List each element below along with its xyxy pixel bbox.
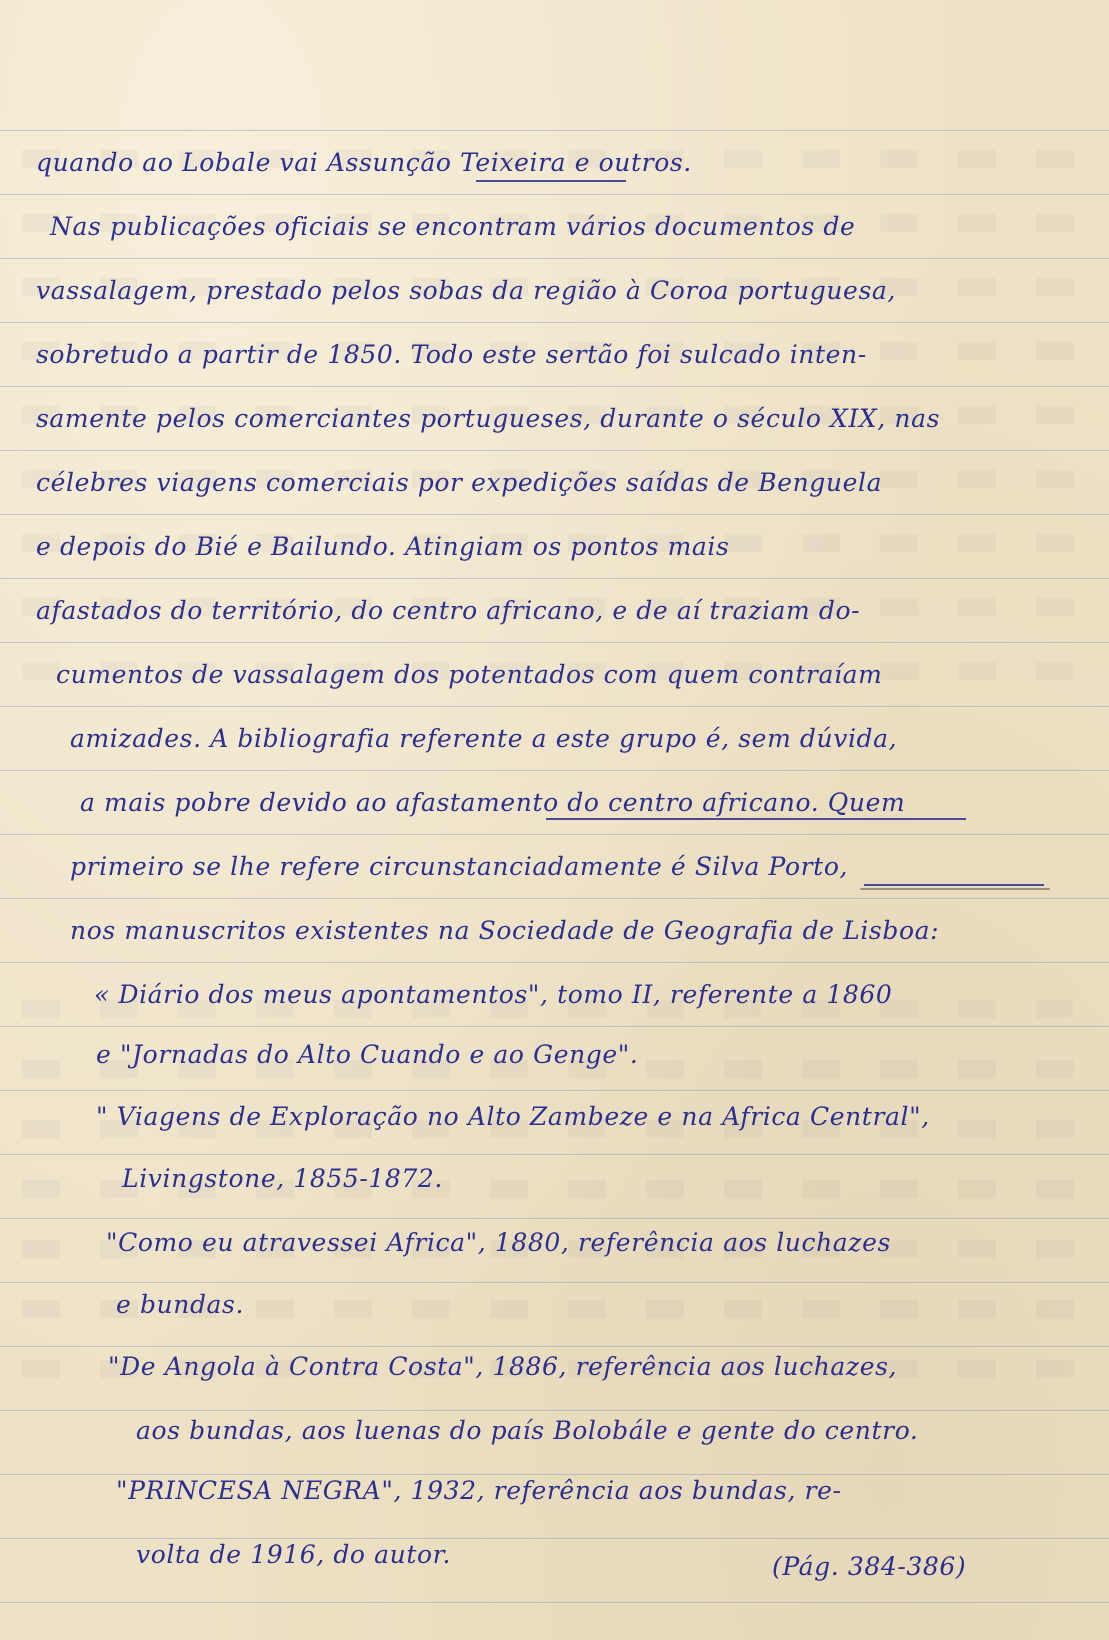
text-line: primeiro se lhe refere circunstanciadamente é Silva Porto, <box>70 852 849 881</box>
pencil-underline <box>860 888 1050 890</box>
text-line: samente pelos comerciantes portugueses, durante o século XIX, nas <box>36 404 941 433</box>
text-line: "Como eu atravessei Africa", 1880, referência aos luchazes <box>106 1228 891 1257</box>
text-line: e depois do Bié e Bailundo. Atingiam os pontos mais <box>36 532 730 561</box>
text-line: "De Angola à Contra Costa", 1886, referência aos luchazes, <box>108 1352 898 1381</box>
text-line: amizades. A bibliografia referente a este grupo é, sem dúvida, <box>70 724 898 753</box>
text-line: Nas publicações oficiais se encontram vários documentos de <box>50 212 856 241</box>
text-line: « Diário dos meus apontamentos", tomo II, referente a 1860 <box>94 980 893 1009</box>
text-line: nos manuscritos existentes na Sociedade de Geografia de Lisboa: <box>70 916 940 945</box>
text-line: quando ao Lobale vai Assunção Teixeira e outros. <box>36 148 692 177</box>
text-line: Livingstone, 1855-1872. <box>122 1164 443 1193</box>
text-line: sobretudo a partir de 1850. Todo este sertão foi sulcado inten- <box>36 340 867 369</box>
text-line: " Viagens de Exploração no Alto Zambeze e na Africa Central", <box>96 1102 930 1131</box>
page-reference: (Pág. 384-386) <box>772 1552 967 1581</box>
text-line: afastados do território, do centro africano, e de aí traziam do- <box>36 596 861 625</box>
underline-mark <box>864 884 1044 886</box>
underline-mark <box>546 818 966 820</box>
text-line: vassalagem, prestado pelos sobas da região à Coroa portuguesa, <box>36 276 896 305</box>
text-line: cumentos de vassalagem dos potentados com quem contraíam <box>56 660 883 689</box>
underline-mark <box>476 180 626 182</box>
text-line: e "Jornadas do Alto Cuando e ao Genge". <box>96 1040 639 1069</box>
text-line: "PRINCESA NEGRA", 1932, referência aos bundas, re- <box>116 1476 842 1505</box>
text-line: aos bundas, aos luenas do país Bolobále e gente do centro. <box>136 1416 919 1445</box>
text-line: a mais pobre devido ao afastamento do centro africano. Quem <box>80 788 906 817</box>
text-line: célebres viagens comerciais por expedições saídas de Benguela <box>36 468 883 497</box>
text-line: e bundas. <box>116 1290 245 1319</box>
text-line: volta de 1916, do autor. <box>136 1540 451 1569</box>
